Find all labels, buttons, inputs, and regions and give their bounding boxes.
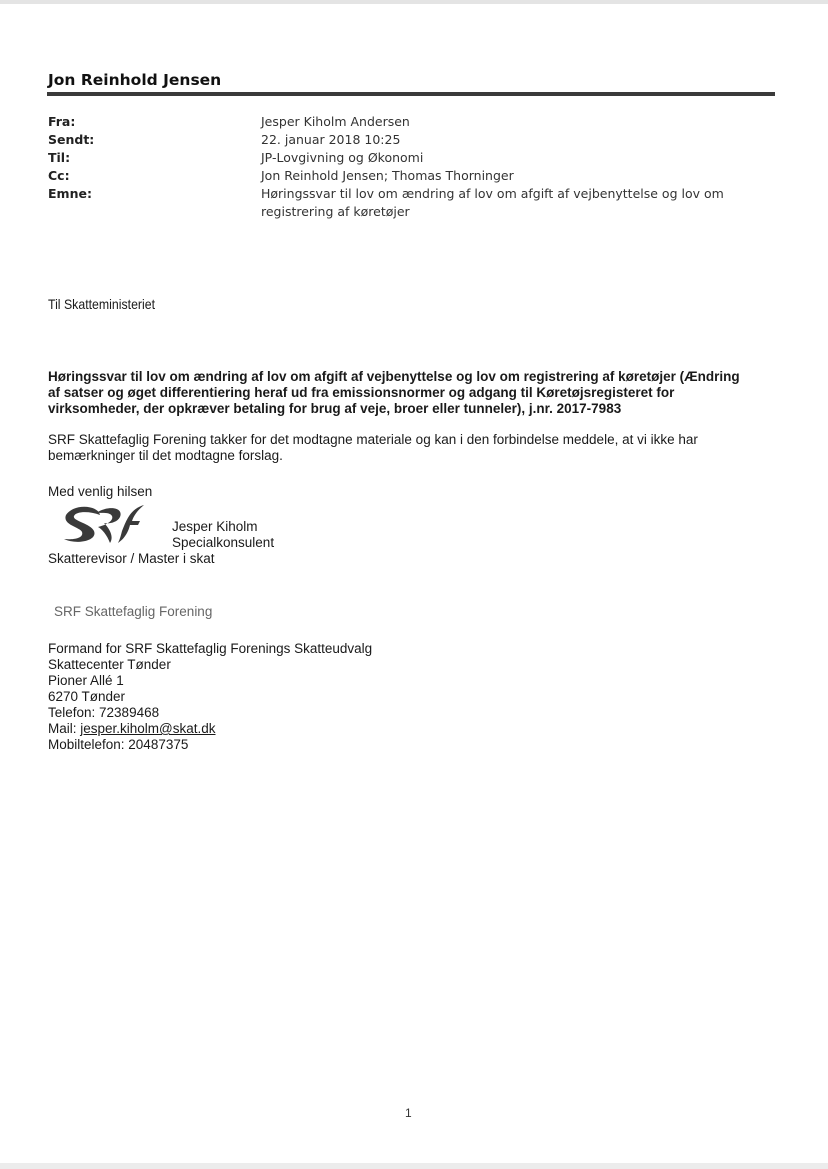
from-value: Jesper Kiholm Andersen xyxy=(261,114,410,129)
to-label: Til: xyxy=(48,150,71,165)
contact-line: Pioner Allé 1 xyxy=(48,673,124,688)
cc-value: Jon Reinhold Jensen; Thomas Thorninger xyxy=(261,168,514,183)
email-link[interactable]: jesper.kiholm@skat.dk xyxy=(80,721,216,736)
srf-logo-r-swoosh xyxy=(96,508,121,543)
contact-mail-line xyxy=(48,721,372,737)
contact-block xyxy=(48,641,372,753)
consultation-subject-line: af satser og øget differentiering heraf ud fra emissionsnormer og adgang til Køretøjsregisteret for xyxy=(48,385,675,400)
to-value: JP-Lovgivning og Økonomi xyxy=(261,150,424,165)
contact-line: 6270 Tønder xyxy=(48,689,126,704)
subject-value xyxy=(261,185,741,221)
page-edge-bottom xyxy=(0,1163,828,1169)
consultation-subject-line: virksomheder, der opkræver betaling for brug af veje, broer eller tunneler), j.nr. 2017-7983 xyxy=(48,401,622,416)
cc-label: Cc: xyxy=(48,168,70,183)
body-paragraph-line: SRF Skattefaglig Forening takker for det modtagne materiale og kan i den forbindelse meddele, at vi ikke har xyxy=(48,432,698,447)
consultation-subject xyxy=(48,369,773,417)
consultation-subject-line: Høringssvar til lov om ændring af lov om afgift af vejbenyttelse og lov om registrering af køretøjer (Ændring xyxy=(48,369,740,384)
contact-line: Skattecenter Tønder xyxy=(48,657,171,672)
salutation: Til Skatteministeriet xyxy=(48,296,156,312)
contact-line: Formand for SRF Skattefaglig Forenings Skatteudvalg xyxy=(48,641,373,656)
page-edge-top xyxy=(0,0,828,4)
body-paragraph-line: bemærkninger til det modtagne forslag. xyxy=(48,448,283,463)
mailbox-owner-name: Jon Reinhold Jensen xyxy=(48,71,222,89)
subject-value-line: registrering af køretøjer xyxy=(261,204,410,219)
contact-line: Telefon: 72389468 xyxy=(48,705,160,720)
closing: Med venlig hilsen xyxy=(48,484,153,499)
signature-name: Jesper Kiholm xyxy=(172,519,258,534)
signature-title: Specialkonsulent xyxy=(172,535,275,550)
from-label: Fra: xyxy=(48,114,76,129)
page-number: 1 xyxy=(405,1106,412,1120)
contact-line: Mobiltelefon: 20487375 xyxy=(48,737,189,752)
sent-value: 22. januar 2018 10:25 xyxy=(261,132,401,147)
header-rule xyxy=(47,92,775,96)
subject-value-line: Høringssvar til lov om ændring af lov om afgift af vejbenyttelse og lov om xyxy=(261,186,724,201)
organization-name: SRF Skattefaglig Forening xyxy=(54,604,213,619)
mail-label: Mail: xyxy=(48,721,81,736)
body-paragraph xyxy=(48,432,748,464)
srf-logo-f-swoosh xyxy=(118,505,144,543)
srf-logo-s-swoosh xyxy=(64,507,100,542)
sent-label: Sendt: xyxy=(48,132,95,147)
srf-logo xyxy=(60,501,152,547)
signature-role: Skatterevisor / Master i skat xyxy=(48,551,215,566)
subject-label: Emne: xyxy=(48,186,92,201)
